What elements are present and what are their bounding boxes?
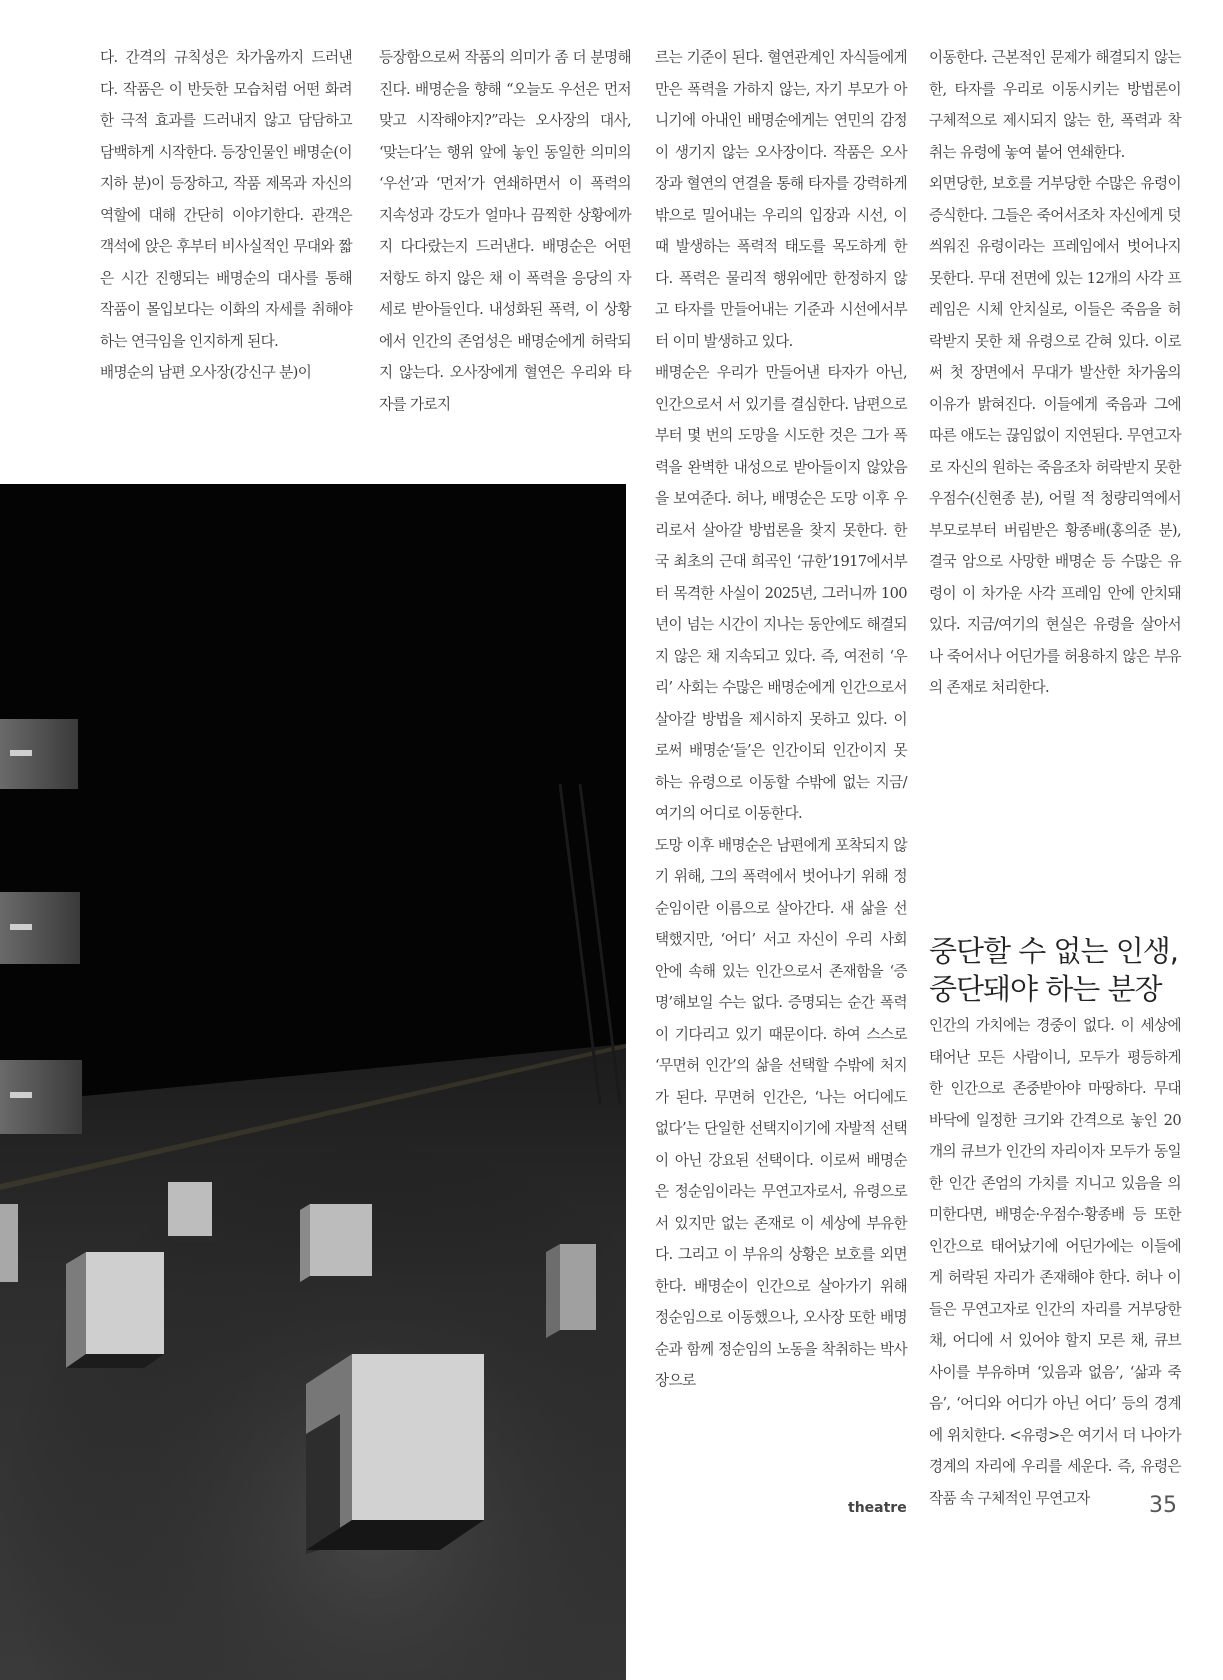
- paragraph: 인간의 가치에는 경중이 없다. 이 세상에 태어난 모든 사람이니, 모두가 평등하게 한 인간으로 존중받아야 마땅하다. 무대 바닥에 일정한 크기와 간격으로 놓인 20개의 큐브가 인간의 자리이자 모두가 동일한 인간 존엄의 가치를 지니고 있음을 의미한다면, 배명순·우점수·황종배 등 또한 인간으로 태어났기에 어딘가에는 이들에게 허락된 자리가 존재해야 한다. 허나 이들은 무연고자로 인간의 자리를 거부당한 채, 어디에 서 있어야 할지 모른 채, 큐브 사이를 부유하며 ‘있음과 없음’, ‘삶과 죽음’, ‘어디와 어디가 아닌 어디’ 등의 경계에 위치한다. <유령>은 여기서 더 나아가 경계의 자리에 우리를 세운다. 즉, 유령은 작품 속 구체적인 무연고자: [929, 1017, 1181, 1507]
- paragraph: 배명순의 남편 오사장(강신구 분)이: [100, 364, 312, 381]
- magazine-brand: theatre: [848, 1500, 907, 1516]
- paragraph: 등장함으로써 작품의 의미가 좀 더 분명해진다. 배명순을 향해 “오늘도 우선은 먼저 맞고 시작해야지?”라는 오사장의 대사, ‘맞는다’는 행위 앞에 놓인 동일한 의미의 ‘우선’과 ‘먼저’가 연쇄하면서 이 폭력의 지속성과 강도가 얼마나 끔찍한 상황에까지 다다랐는지 드러낸다. 배명순은 어떤 저항도 하지 않은 채 이 폭력을 응당의 자세로 받아들인다. 내성화된 폭력, 이 상황에서 인간의 존엄성은 배명순에게 허락되지 않는다. 오사장에게 혈연은 우리와 타자를 가로지: [379, 49, 631, 413]
- cube: [546, 1244, 596, 1338]
- text-column-3: [655, 42, 907, 1397]
- stage-photo: [0, 484, 626, 1680]
- cube: [66, 1252, 164, 1368]
- cube: [300, 1204, 372, 1282]
- paragraph: 이동한다. 근본적인 문제가 해결되지 않는 한, 타자를 우리로 이동시키는 방법론이 구체적으로 제시되지 않는 한, 폭력과 착취는 유령에 놓여 붙어 연쇄한다.: [929, 49, 1181, 161]
- text-column-1: [100, 42, 352, 389]
- cube: [306, 1354, 484, 1554]
- cube: [168, 1182, 218, 1242]
- paragraph: 배명순은 우리가 만들어낸 타자가 아닌, 인간으로서 서 있기를 결심한다. 남편으로부터 몇 번의 도망을 시도한 것은 그가 폭력을 완벽한 내성으로 받아들이지 않았음을 보여준다. 허나, 배명순은 도망 이후 우리로서 살아갈 방법론을 찾지 못한다. 한국 최초의 근대 희곡인 ‘규한’1917에서부터 목격한 사실이 2025년, 그러니까 100년이 넘는 시간이 지나는 동안에도 해결되지 않은 채 지속되고 있다. 즉, 여전히 ‘우리’ 사회는 수많은 배명순에게 인간으로서 살아갈 방법을 제시하지 못하고 있다. 이로써 배명순‘들’은 인간이되 인간이지 못하는 유령으로 이동할 수밖에 없는 지금/여기의 어디로 이동한다.: [655, 364, 907, 822]
- text-column-4-lower: [929, 1010, 1181, 1514]
- text-column-4: [929, 42, 1181, 704]
- section-heading-line-1: 중단할 수 없는 인생,: [929, 934, 1178, 969]
- paragraph: 르는 기준이 된다. 혈연관계인 자식들에게만은 폭력을 가하지 않는, 자기 부모가 아니기에 아내인 배명순에게는 연민의 감정이 생기지 않는 오사장이다. 작품은 오사장과 혈연의 연결을 통해 타자를 강력하게 밖으로 밀어내는 우리의 입장과 시선, 이때 발생하는 폭력적 태도를 목도하게 한다. 폭력은 물리적 행위에만 한정하지 않고 타자를 만들어내는 기준과 시선에서부터 이미 발생하고 있다.: [655, 49, 907, 350]
- section-heading: [929, 932, 1199, 1008]
- paragraph: 도망 이후 배명순은 남편에게 포착되지 않기 위해, 그의 폭력에서 벗어나기 위해 정순임이란 이름으로 살아간다. 새 삶을 선택했지만, ‘어디’ 서고 자신이 우리 사회 안에 속해 있는 인간으로서 존재함을 ‘증명’해보일 수는 없다. 증명되는 순간 폭력이 기다리고 있기 때문이다. 하여 스스로 ‘무면허 인간’의 삶을 선택할 수밖에 처지가 된다. 무면허 인간은, ‘나는 어디에도 없다’는 단일한 선택지이기에 자발적 선택이 아닌 강요된 선택이다. 이로써 배명순은 정순임이라는 무연고자로서, 유령으로서 있지만 없는 존재로 이 세상에 부유한다. 그리고 이 부유의 상황은 보호를 외면한다. 배명순이 인간으로 살아가기 위해 정순임으로 이동했으나, 오사장 또한 배명순과 함께 정순임의 노동을 착취하는 박사장으로: [655, 836, 907, 1389]
- section-heading-line-2: 중단돼야 하는 분장: [929, 972, 1162, 1007]
- text-column-2: [379, 42, 631, 420]
- cube: [0, 1204, 18, 1282]
- page-number: 35: [1149, 1493, 1177, 1518]
- paragraph: 다. 간격의 규칙성은 차가움까지 드러낸다. 작품은 이 반듯한 모습처럼 어떤 화려한 극적 효과를 드러내지 않고 담담하고 담백하게 시작한다. 등장인물인 배명순(이지하 분)이 등장하고, 작품 제목과 자신의 역할에 대해 간단히 이야기한다. 관객은 객석에 앉은 후부터 비사실적인 무대와 짧은 시간 진행되는 배명순의 대사를 통해 작품이 몰입보다는 이화의 자세를 취해야 하는 연극임을 인지하게 된다.: [100, 49, 352, 350]
- stage-photo-graphic: [0, 484, 626, 1680]
- paragraph: 외면당한, 보호를 거부당한 수많은 유령이 증식한다. 그들은 죽어서조차 자신에게 덧씌워진 유령이라는 프레임에서 벗어나지 못한다. 무대 전면에 있는 12개의 사각 프레임은 시체 안치실로, 이들은 죽음을 허락받지 못한 채 유령으로 갇혀 있다. 이로써 첫 장면에서 무대가 발산한 차가움의 이유가 밝혀진다. 이들에게 죽음과 그에 따른 애도는 끊임없이 지연된다. 무연고자로 자신의 원하는 죽음조차 허락받지 못한 우점수(신현종 분), 어릴 적 청량리역에서 부모로부터 버림받은 황종배(홍의준 분), 결국 암으로 사망한 배명순 등 수많은 유령이 이 차가운 사각 프레임 안에 안치돼 있다. 지금/여기의 현실은 유령을 살아서나 죽어서나 어딘가를 허용하지 않은 부유의 존재로 처리한다.: [929, 175, 1181, 696]
